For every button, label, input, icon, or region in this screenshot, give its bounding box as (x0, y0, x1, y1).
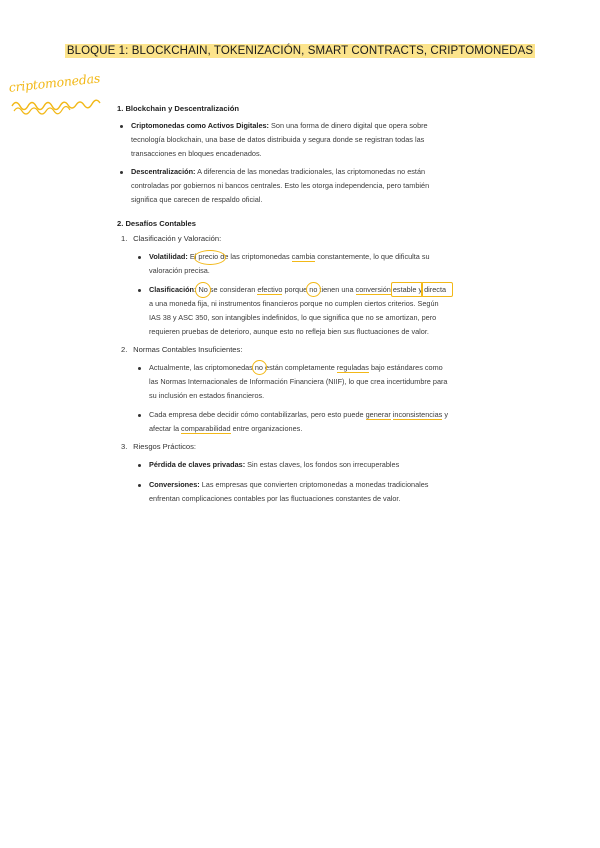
page-title (0, 45, 600, 57)
underline-annotation: cambia (291, 252, 316, 261)
list-item: Cada empresa debe decidir cómo contabilizarlas, pero esto puede generar inconsistencias y afectar la comparabilidad entre organizaciones. (149, 408, 494, 436)
bullet-list (149, 250, 494, 339)
underline-annotation: inconsistencias (392, 410, 443, 419)
margin-note (8, 70, 108, 125)
bullet-list (149, 361, 494, 436)
list-item: Descentralización: A diferencia de las monedas tradicionales, las criptomonedas no están controladas por gobiernos ni bancos centrales. Esto les otorga independencia, pero también significa que carecen de respaldo oficial. (131, 165, 491, 207)
underline-annotation: generar (365, 410, 391, 419)
underline-annotation: comparabilidad (181, 424, 231, 433)
margin-note-text: criptomonedas (8, 70, 101, 95)
underline-annotation: conversión (355, 285, 391, 294)
item-label: Descentralización: (131, 167, 196, 176)
sub-heading: 1. Clasificación y Valoración: (121, 234, 222, 243)
annotated-word: no (309, 285, 317, 294)
annotated-word: precio (198, 252, 218, 261)
document-body (117, 104, 497, 506)
list-item: Actualmente, las criptomonedas no están completamente reguladas bajo estándares como las Normas Internacionales de Información Financiera (NIIF), lo que crea incertidumbre para su inclusión en estados financieros. (149, 361, 494, 403)
list-item: Clasificación: No se consideran efectivo porque no tienen una conversión estable y directa a una moneda fija, ni instrumentos financieros porque no cumplen ciertos criterios. Según IAS 38 y ASC 350, son intangibles indefinidos, lo que significa que no se amortizan, pero requieren pruebas de deterioro, aunque esto no refleja bien sus fluctuaciones de valor. (149, 283, 494, 339)
page-title-text: BLOQUE 1: BLOCKCHAIN, TOKENIZACIÓN, SMART CONTRACTS, CRIPTOMONEDAS (66, 45, 534, 57)
item-label: Criptomonedas como Activos Digitales: (131, 121, 269, 130)
section-heading: 1. Blockchain y Descentralización (117, 104, 239, 113)
underline-annotation: efectivo (257, 285, 283, 294)
annotated-word: directa (424, 285, 446, 294)
annotated-word: no (255, 363, 263, 372)
annotated-word: No (198, 285, 207, 294)
sub-heading: 3. Riesgos Prácticos: (121, 442, 197, 451)
list-item: Criptomonedas como Activos Digitales: Son una forma de dinero digital que opera sobre tecnología blockchain, una base de datos distribuida y segura donde se registran todas las transacciones en bloques encadenados. (131, 119, 491, 161)
sub-heading: 2. Normas Contables Insuficientes: (121, 345, 243, 354)
section-heading: 2. Desafíos Contables (117, 219, 196, 228)
bullet-list (149, 458, 494, 506)
list-item: Pérdida de claves privadas: Sin estas claves, los fondos son irrecuperables (149, 458, 494, 472)
bullet-list (131, 119, 491, 207)
squiggle-underline-icon (10, 96, 102, 116)
annotated-word: estable (393, 285, 417, 294)
underline-annotation: reguladas (336, 363, 369, 372)
list-item: Volatilidad: El precio de las criptomonedas cambia constantemente, lo que dificulta su valoración precisa. (149, 250, 494, 278)
list-item: Conversiones: Las empresas que convierten criptomonedas a monedas tradicionales enfrentan complicaciones contables por las fluctuaciones constantes de valor. (149, 478, 494, 506)
